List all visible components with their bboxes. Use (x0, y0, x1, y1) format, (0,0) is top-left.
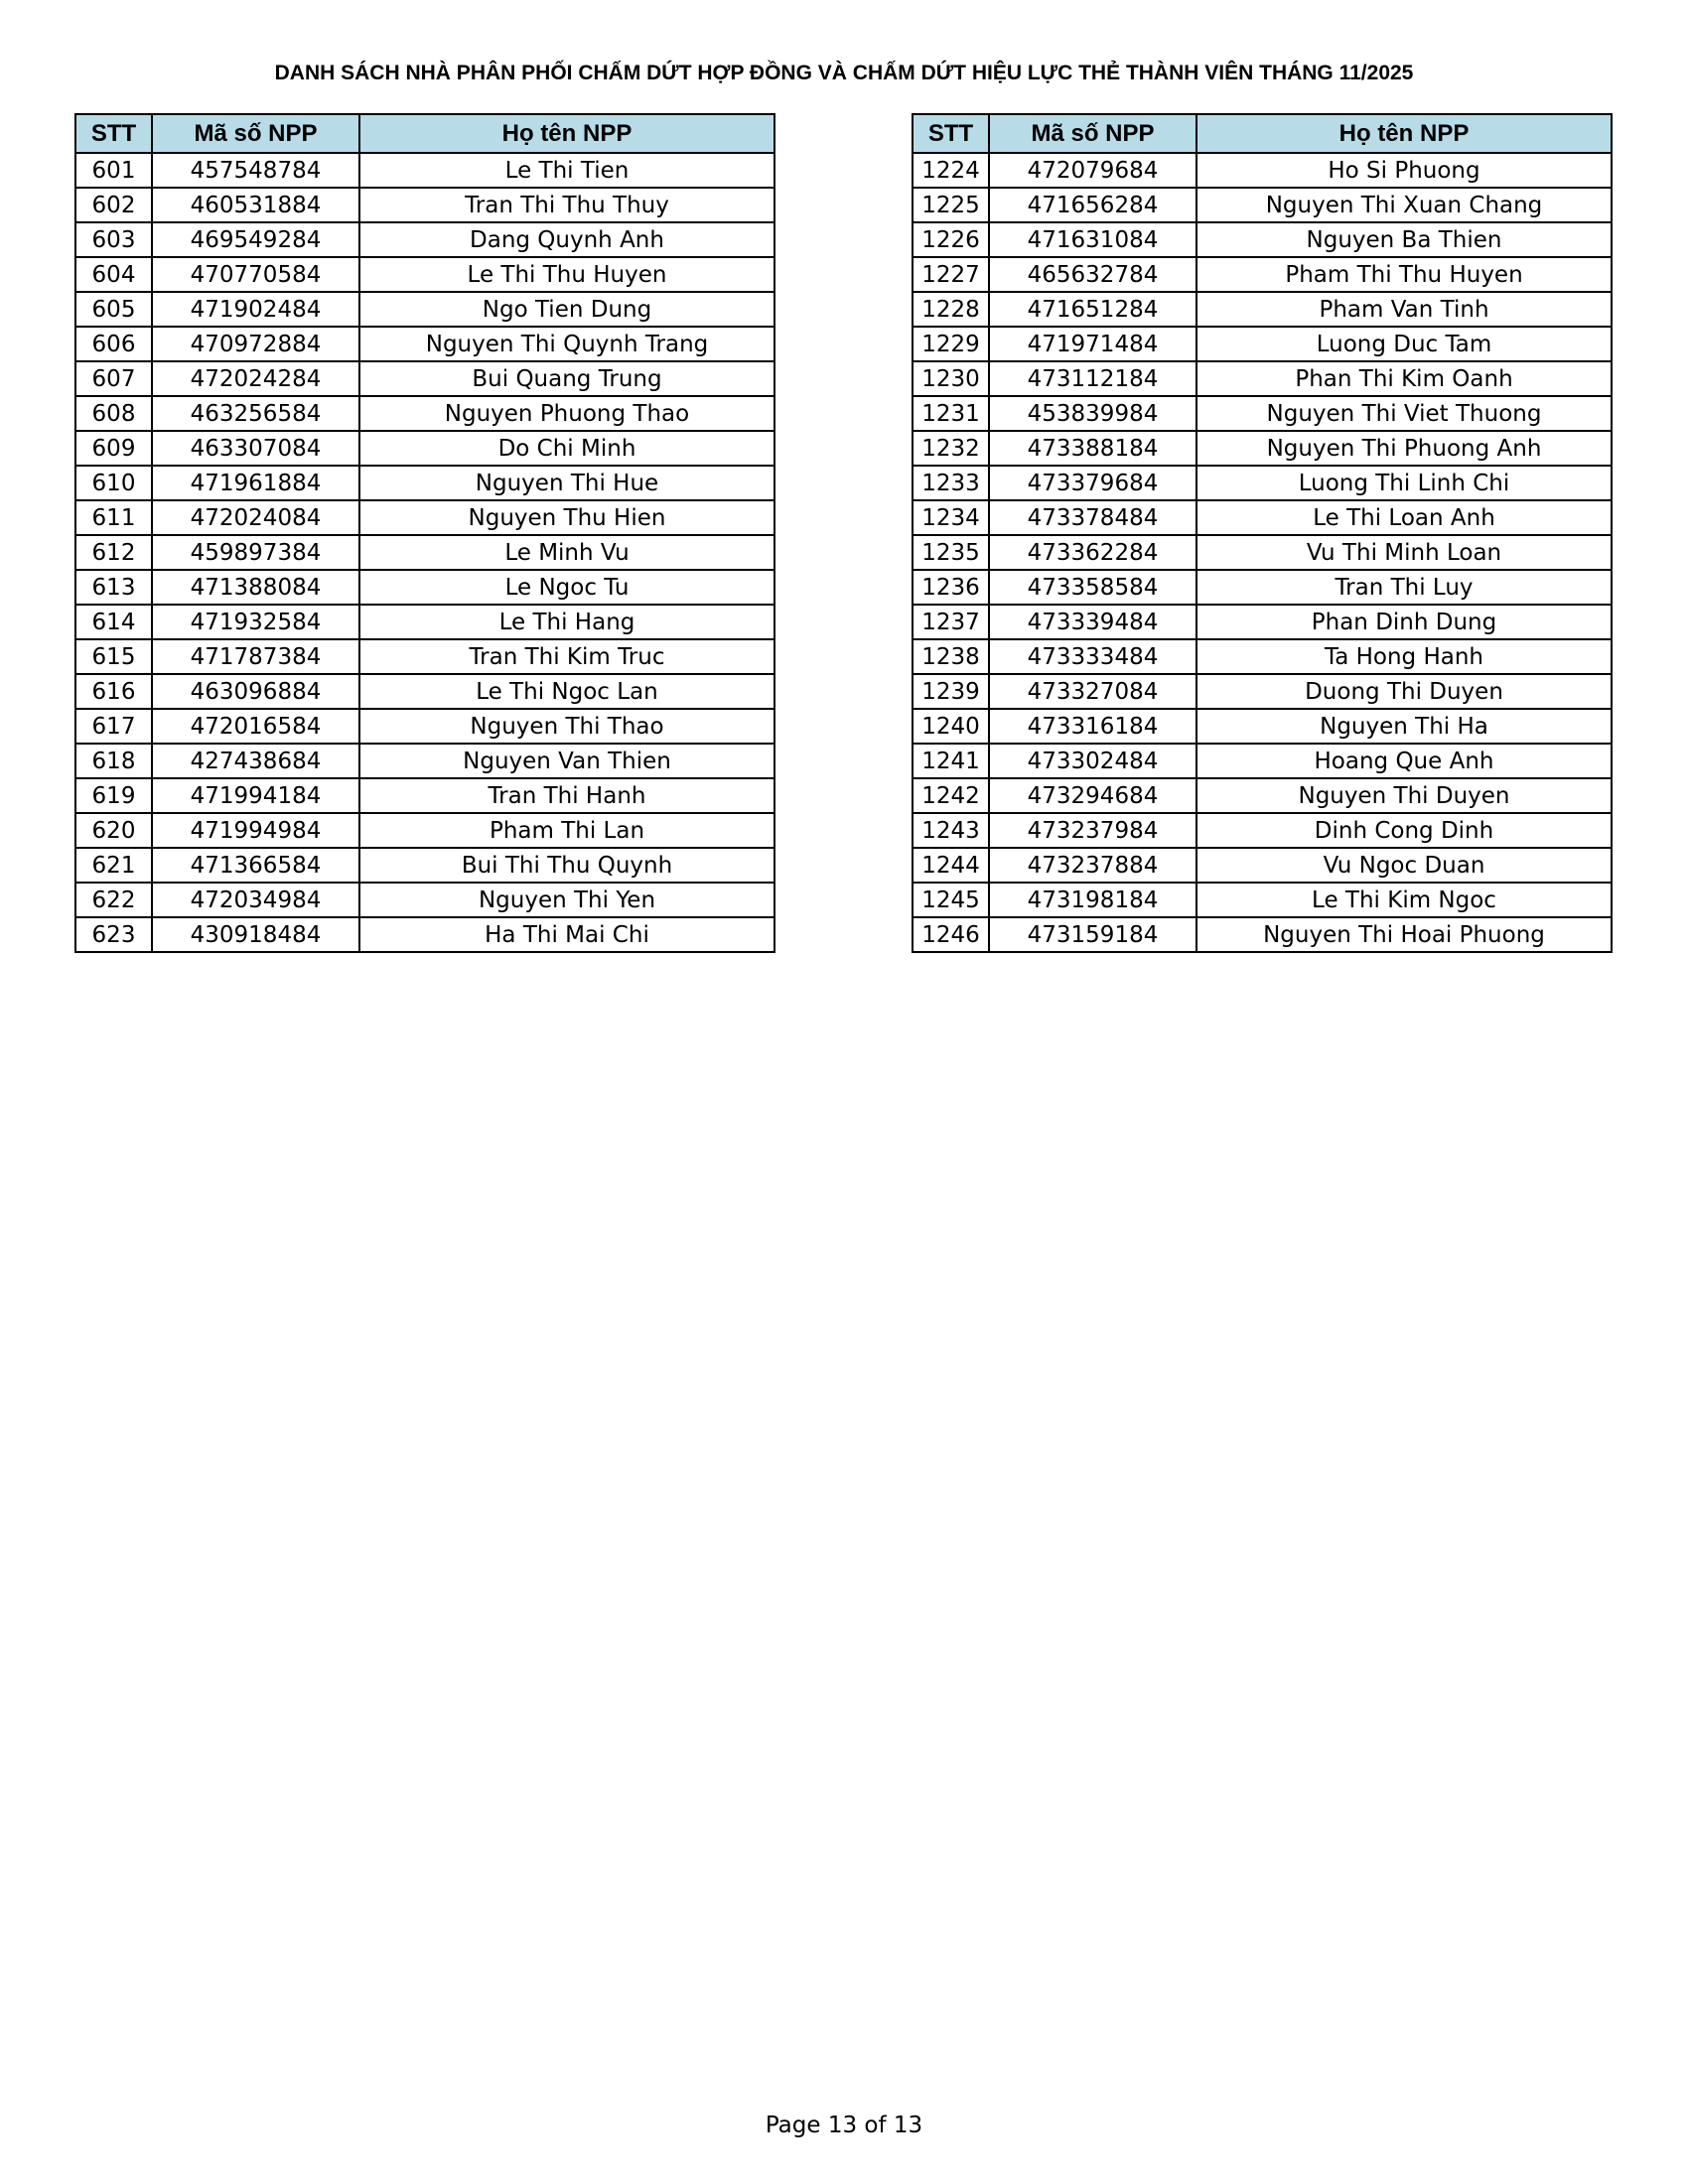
cell-distributor-name: Nguyen Thi Ha (1196, 709, 1612, 744)
table-header-row (75, 114, 774, 153)
table-row (913, 778, 1612, 813)
cell-distributor-id: 472016584 (152, 709, 359, 744)
cell-stt: 601 (75, 153, 152, 188)
cell-distributor-id: 471388084 (152, 570, 359, 605)
cell-stt: 1233 (913, 466, 989, 500)
cell-distributor-name: Nguyen Thi Duyen (1196, 778, 1612, 813)
cell-distributor-name: Luong Duc Tam (1196, 327, 1612, 361)
cell-distributor-id: 471961884 (152, 466, 359, 500)
table-row (913, 222, 1612, 257)
cell-distributor-id: 459897384 (152, 535, 359, 570)
table-row (913, 257, 1612, 292)
table-row (75, 188, 774, 222)
cell-stt: 1228 (913, 292, 989, 327)
cell-distributor-id: 457548784 (152, 153, 359, 188)
cell-distributor-name: Le Minh Vu (359, 535, 774, 570)
table-row (75, 709, 774, 744)
table-row (75, 327, 774, 361)
table-row (913, 327, 1612, 361)
cell-distributor-name: Pham Thi Thu Huyen (1196, 257, 1612, 292)
cell-distributor-id: 473294684 (989, 778, 1196, 813)
table-row (913, 917, 1612, 952)
table-row (913, 605, 1612, 639)
cell-stt: 622 (75, 883, 152, 917)
cell-distributor-name: Nguyen Thi Hue (359, 466, 774, 500)
table-header-row (913, 114, 1612, 153)
header-stt: STT (75, 114, 152, 153)
cell-distributor-id: 471994184 (152, 778, 359, 813)
cell-distributor-id: 471971484 (989, 327, 1196, 361)
table-row (75, 222, 774, 257)
table-body-left (75, 153, 774, 952)
cell-distributor-name: Ngo Tien Dung (359, 292, 774, 327)
table-row (75, 778, 774, 813)
cell-distributor-id: 473237984 (989, 813, 1196, 848)
cell-distributor-name: Do Chi Minh (359, 431, 774, 466)
cell-distributor-id: 473198184 (989, 883, 1196, 917)
cell-distributor-id: 473378484 (989, 500, 1196, 535)
table-row (913, 639, 1612, 674)
table-row (913, 500, 1612, 535)
cell-distributor-name: Le Thi Thu Huyen (359, 257, 774, 292)
cell-stt: 602 (75, 188, 152, 222)
header-stt: STT (913, 114, 989, 153)
cell-stt: 1236 (913, 570, 989, 605)
table-row (75, 917, 774, 952)
cell-stt: 1244 (913, 848, 989, 883)
cell-distributor-name: Duong Thi Duyen (1196, 674, 1612, 709)
cell-stt: 605 (75, 292, 152, 327)
cell-distributor-id: 460531884 (152, 188, 359, 222)
cell-distributor-name: Tran Thi Kim Truc (359, 639, 774, 674)
cell-stt: 620 (75, 813, 152, 848)
cell-distributor-name: Nguyen Phuong Thao (359, 396, 774, 431)
page-number: Page 13 of 13 (765, 2113, 923, 2138)
table-row (75, 848, 774, 883)
cell-stt: 1235 (913, 535, 989, 570)
cell-distributor-name: Ta Hong Hanh (1196, 639, 1612, 674)
cell-stt: 619 (75, 778, 152, 813)
cell-distributor-id: 473327084 (989, 674, 1196, 709)
cell-distributor-name: Le Ngoc Tu (359, 570, 774, 605)
cell-distributor-id: 473358584 (989, 570, 1196, 605)
cell-distributor-name: Tran Thi Thu Thuy (359, 188, 774, 222)
distributor-table-left (74, 113, 775, 953)
table-row (913, 396, 1612, 431)
cell-stt: 1242 (913, 778, 989, 813)
cell-distributor-name: Nguyen Ba Thien (1196, 222, 1612, 257)
table-row (75, 361, 774, 396)
cell-distributor-name: Nguyen Thi Phuong Anh (1196, 431, 1612, 466)
cell-stt: 1232 (913, 431, 989, 466)
cell-distributor-name: Le Thi Ngoc Lan (359, 674, 774, 709)
table-row (913, 570, 1612, 605)
cell-distributor-name: Hoang Que Anh (1196, 744, 1612, 778)
cell-distributor-name: Nguyen Van Thien (359, 744, 774, 778)
header-distributor-id: Mã số NPP (989, 114, 1196, 153)
cell-distributor-id: 472079684 (989, 153, 1196, 188)
table-row (75, 605, 774, 639)
cell-stt: 1229 (913, 327, 989, 361)
cell-distributor-id: 463256584 (152, 396, 359, 431)
cell-stt: 1227 (913, 257, 989, 292)
cell-distributor-id: 471651284 (989, 292, 1196, 327)
cell-distributor-name: Le Thi Hang (359, 605, 774, 639)
table-row (913, 535, 1612, 570)
table-row (75, 257, 774, 292)
table-row (913, 709, 1612, 744)
cell-distributor-name: Nguyen Thi Xuan Chang (1196, 188, 1612, 222)
cell-stt: 1241 (913, 744, 989, 778)
table-row (75, 431, 774, 466)
cell-distributor-id: 470972884 (152, 327, 359, 361)
cell-stt: 1240 (913, 709, 989, 744)
cell-distributor-name: Nguyen Thi Quynh Trang (359, 327, 774, 361)
cell-distributor-id: 473112184 (989, 361, 1196, 396)
cell-distributor-id: 473379684 (989, 466, 1196, 500)
cell-stt: 1230 (913, 361, 989, 396)
table-row (75, 535, 774, 570)
cell-distributor-name: Nguyen Thi Yen (359, 883, 774, 917)
cell-stt: 1226 (913, 222, 989, 257)
table-row (75, 153, 774, 188)
cell-stt: 604 (75, 257, 152, 292)
cell-distributor-id: 463307084 (152, 431, 359, 466)
cell-stt: 618 (75, 744, 152, 778)
table-row (913, 188, 1612, 222)
cell-distributor-name: Luong Thi Linh Chi (1196, 466, 1612, 500)
cell-distributor-id: 473237884 (989, 848, 1196, 883)
cell-stt: 623 (75, 917, 152, 952)
cell-distributor-id: 473388184 (989, 431, 1196, 466)
cell-distributor-name: Phan Dinh Dung (1196, 605, 1612, 639)
cell-distributor-name: Tran Thi Luy (1196, 570, 1612, 605)
cell-stt: 1224 (913, 153, 989, 188)
cell-stt: 1237 (913, 605, 989, 639)
cell-distributor-id: 463096884 (152, 674, 359, 709)
cell-stt: 1246 (913, 917, 989, 952)
cell-distributor-name: Pham Van Tinh (1196, 292, 1612, 327)
table-row (75, 813, 774, 848)
table-row (75, 466, 774, 500)
cell-distributor-name: Le Thi Loan Anh (1196, 500, 1612, 535)
cell-distributor-name: Dinh Cong Dinh (1196, 813, 1612, 848)
table-row (913, 431, 1612, 466)
cell-distributor-id: 470770584 (152, 257, 359, 292)
table-row (913, 883, 1612, 917)
cell-distributor-name: Ha Thi Mai Chi (359, 917, 774, 952)
cell-stt: 611 (75, 500, 152, 535)
table-body-right (913, 153, 1612, 952)
header-distributor-id: Mã số NPP (152, 114, 359, 153)
cell-distributor-id: 471366584 (152, 848, 359, 883)
cell-stt: 603 (75, 222, 152, 257)
cell-distributor-id: 472034984 (152, 883, 359, 917)
cell-stt: 609 (75, 431, 152, 466)
cell-distributor-id: 473302484 (989, 744, 1196, 778)
cell-distributor-name: Vu Thi Minh Loan (1196, 535, 1612, 570)
cell-distributor-name: Bui Quang Trung (359, 361, 774, 396)
table-row (913, 153, 1612, 188)
cell-distributor-id: 471902484 (152, 292, 359, 327)
cell-distributor-id: 469549284 (152, 222, 359, 257)
distributor-table-right (912, 113, 1613, 953)
cell-stt: 1243 (913, 813, 989, 848)
cell-stt: 1231 (913, 396, 989, 431)
cell-distributor-id: 473362284 (989, 535, 1196, 570)
cell-stt: 614 (75, 605, 152, 639)
cell-stt: 607 (75, 361, 152, 396)
table-row (913, 674, 1612, 709)
cell-distributor-name: Le Thi Kim Ngoc (1196, 883, 1612, 917)
cell-distributor-id: 471932584 (152, 605, 359, 639)
cell-distributor-name: Nguyen Thi Thao (359, 709, 774, 744)
table-row (75, 744, 774, 778)
cell-stt: 616 (75, 674, 152, 709)
cell-distributor-name: Tran Thi Hanh (359, 778, 774, 813)
cell-stt: 606 (75, 327, 152, 361)
cell-stt: 1225 (913, 188, 989, 222)
cell-distributor-name: Ho Si Phuong (1196, 153, 1612, 188)
cell-distributor-name: Nguyen Thu Hien (359, 500, 774, 535)
cell-distributor-id: 472024284 (152, 361, 359, 396)
cell-distributor-id: 472024084 (152, 500, 359, 535)
table-row (913, 361, 1612, 396)
cell-stt: 1239 (913, 674, 989, 709)
document-title: DANH SÁCH NHÀ PHÂN PHỐI CHẤM DỨT HỢP ĐỒNG VÀ CHẤM DỨT HIỆU LỰC THẺ THÀNH VIÊN THÁNG 11/2025 (274, 62, 1414, 84)
cell-stt: 621 (75, 848, 152, 883)
table-row (913, 744, 1612, 778)
cell-stt: 1238 (913, 639, 989, 674)
cell-distributor-name: Phan Thi Kim Oanh (1196, 361, 1612, 396)
cell-stt: 1234 (913, 500, 989, 535)
cell-distributor-name: Le Thi Tien (359, 153, 774, 188)
cell-distributor-id: 465632784 (989, 257, 1196, 292)
table-row (75, 396, 774, 431)
cell-distributor-id: 473339484 (989, 605, 1196, 639)
cell-distributor-id: 430918484 (152, 917, 359, 952)
cell-stt: 613 (75, 570, 152, 605)
table-row (913, 292, 1612, 327)
header-distributor-name: Họ tên NPP (1196, 114, 1612, 153)
table-row (913, 848, 1612, 883)
cell-stt: 617 (75, 709, 152, 744)
cell-distributor-name: Nguyen Thi Hoai Phuong (1196, 917, 1612, 952)
cell-distributor-name: Dang Quynh Anh (359, 222, 774, 257)
cell-distributor-name: Nguyen Thi Viet Thuong (1196, 396, 1612, 431)
cell-stt: 615 (75, 639, 152, 674)
cell-distributor-id: 427438684 (152, 744, 359, 778)
table-row (75, 674, 774, 709)
cell-distributor-id: 473316184 (989, 709, 1196, 744)
table-row (75, 292, 774, 327)
cell-distributor-id: 471656284 (989, 188, 1196, 222)
header-distributor-name: Họ tên NPP (359, 114, 774, 153)
cell-stt: 608 (75, 396, 152, 431)
cell-distributor-id: 453839984 (989, 396, 1196, 431)
cell-stt: 1245 (913, 883, 989, 917)
table-row (913, 466, 1612, 500)
table-row (75, 500, 774, 535)
cell-stt: 612 (75, 535, 152, 570)
table-row (75, 883, 774, 917)
cell-distributor-name: Bui Thi Thu Quynh (359, 848, 774, 883)
cell-distributor-id: 471787384 (152, 639, 359, 674)
table-row (75, 570, 774, 605)
cell-distributor-id: 473333484 (989, 639, 1196, 674)
cell-stt: 610 (75, 466, 152, 500)
table-row (75, 639, 774, 674)
cell-distributor-id: 473159184 (989, 917, 1196, 952)
cell-distributor-name: Vu Ngoc Duan (1196, 848, 1612, 883)
cell-distributor-id: 471994984 (152, 813, 359, 848)
cell-distributor-name: Pham Thi Lan (359, 813, 774, 848)
cell-distributor-id: 471631084 (989, 222, 1196, 257)
table-row (913, 813, 1612, 848)
